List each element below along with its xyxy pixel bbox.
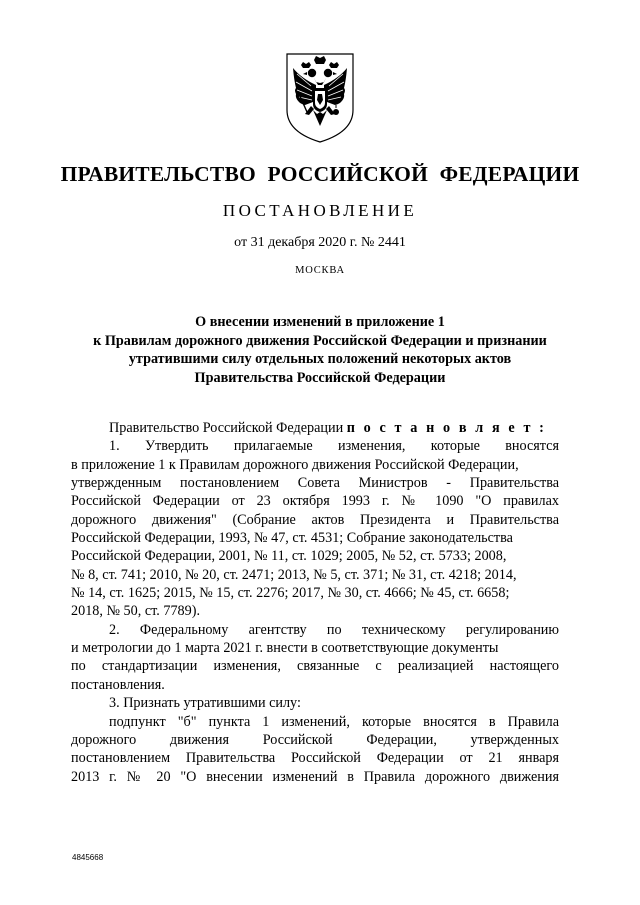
heading-line: к Правилам дорожного движения Российской Федерации и признании xyxy=(93,332,547,349)
document-heading xyxy=(60,313,580,387)
body-line: Российской Федерации от 23 октября 1993 г. № 1090 "О правилах xyxy=(71,493,559,510)
intro-text: Правительство Российской Федерации xyxy=(109,420,347,436)
body-line: подпункт "б" пункта 1 изменений, которые вносятся в Правила xyxy=(109,713,559,730)
body-line: утвержденным постановлением Совета Министров - Правительства xyxy=(71,475,559,492)
body-line: и метрологии до 1 марта 2021 г. внести в соответствующие документы xyxy=(71,640,499,657)
document-body xyxy=(71,419,559,786)
heading-line: О внесении изменений в приложение 1 xyxy=(195,314,445,330)
body-line: 3. Признать утратившими силу: xyxy=(109,695,301,712)
body-line: по стандартизации изменения, связанные с реализацией настоящего xyxy=(71,658,559,675)
heading-line: утратившими силу отдельных положений некоторых актов xyxy=(128,351,512,367)
body-line: Российской Федерации, 1993, № 47, ст. 4531; Собрание законодательства xyxy=(71,530,513,547)
body-line: 2. Федеральному агентству по техническому регулированию xyxy=(109,621,559,638)
heading-line: Правительства Российской Федерации xyxy=(194,369,446,386)
intro-paragraph xyxy=(71,419,559,437)
body-line: 2018, № 50, ст. 7789). xyxy=(71,603,201,620)
body-line: 1. Утвердить прилагаемые изменения, которые вносятся xyxy=(109,438,559,455)
coat-of-arms-icon xyxy=(283,52,357,144)
body-line: Российской Федерации, 2001, № 11, ст. 1029; 2005, № 52, ст. 5733; 2008, xyxy=(71,548,507,565)
body-line: дорожного движения" (Собрание актов Президента и Правительства xyxy=(71,511,559,528)
body-line: постановления. xyxy=(71,676,165,693)
body-line: № 8, ст. 741; 2010, № 20, ст. 2471; 2013, № 5, ст. 371; № 31, ст. 4218; 2014, xyxy=(71,566,517,583)
body-line: постановлением Правительства Российской Федерации от 21 января xyxy=(71,750,559,767)
intro-keyword: п о с т а н о в л я е т : xyxy=(346,420,547,436)
document-type: ПОСТАНОВЛЕНИЕ xyxy=(222,201,418,220)
government-title: ПРАВИТЕЛЬСТВО РОССИЙСКОЙ ФЕДЕРАЦИИ xyxy=(60,162,580,186)
document-city: МОСКВА xyxy=(295,265,345,276)
document-code: 4845668 xyxy=(72,853,104,862)
body-line: 2013 г. № 20 "О внесении изменений в Правила дорожного движения xyxy=(71,768,559,785)
body-line: дорожного движения Российской Федерации, утвержденных xyxy=(71,731,559,748)
body-line: № 14, ст. 1625; 2015, № 15, ст. 2276; 2017, № 30, ст. 4666; № 45, ст. 6658; xyxy=(71,585,510,602)
body-line: в приложение 1 к Правилам дорожного движения Российской Федерации, xyxy=(71,456,519,473)
document-date-number: от 31 декабря 2020 г. № 2441 xyxy=(234,235,406,250)
